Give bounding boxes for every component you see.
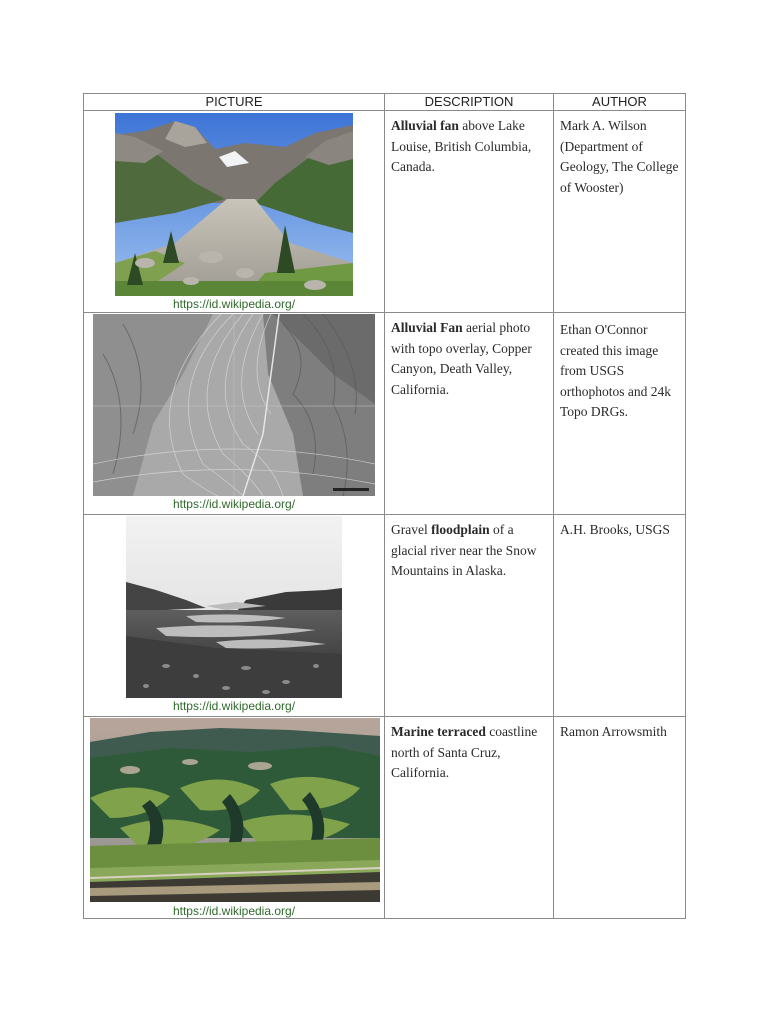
- description-bold: Alluvial fan: [391, 118, 459, 133]
- author-text: Ramon Arrowsmith: [560, 724, 667, 739]
- description-bold: floodplain: [431, 522, 490, 537]
- description-rest: coastline north of Santa Cruz, California.: [391, 724, 538, 780]
- gravel-floodplain-alaska-photo: [126, 516, 342, 698]
- description-text: [385, 515, 553, 582]
- description-lead: Gravel: [391, 522, 432, 537]
- picture-cell: [84, 717, 385, 919]
- source-link[interactable]: https://id.wikipedia.org/: [172, 297, 296, 311]
- header-description: DESCRIPTION: [385, 94, 554, 111]
- header-author: AUTHOR: [554, 94, 686, 111]
- marine-terrace-santa-cruz-photo: [90, 718, 380, 902]
- author-text: Ethan O'Connor created this image from USGS orthophotos and 24k Topo DRGs.: [560, 322, 671, 419]
- table-row: [84, 717, 686, 919]
- description-rest: above Lake Louise, British Columbia, Canada.: [391, 118, 532, 174]
- author-text: A.H. Brooks, USGS: [560, 522, 670, 537]
- author-cell: [554, 111, 686, 313]
- table-header-row: [84, 94, 686, 111]
- description-bold: Alluvial Fan: [391, 320, 463, 335]
- source-link[interactable]: https://id.wikipedia.org/: [172, 699, 296, 713]
- description-text: [385, 111, 553, 178]
- author-cell: [554, 313, 686, 515]
- author-cell: [554, 717, 686, 919]
- picture-cell: [84, 111, 385, 313]
- table-row: [84, 111, 686, 313]
- picture-cell: [84, 313, 385, 515]
- picture-cell: [84, 515, 385, 717]
- description-text: [385, 313, 553, 400]
- description-cell: [385, 111, 554, 313]
- description-bold: Marine terraced: [391, 724, 486, 739]
- description-rest: aerial photo with topo overlay, Copper Canyon, Death Valley, California.: [391, 320, 532, 397]
- description-rest: of a glacial river near the Snow Mountains in Alaska.: [391, 522, 537, 578]
- alluvial-fan-death-valley-aerial-photo: [93, 314, 375, 496]
- description-cell: [385, 313, 554, 515]
- table-row: [84, 515, 686, 717]
- alluvial-fan-lake-louise-photo: [115, 113, 353, 296]
- source-link[interactable]: https://id.wikipedia.org/: [172, 904, 296, 918]
- author-text: Mark A. Wilson (Department of Geology, The College of Wooster): [560, 118, 679, 195]
- description-cell: [385, 717, 554, 919]
- description-cell: [385, 515, 554, 717]
- author-cell: [554, 515, 686, 717]
- table-row: [84, 313, 686, 515]
- landform-table: [83, 93, 686, 919]
- source-link[interactable]: https://id.wikipedia.org/: [172, 497, 296, 511]
- header-picture: PICTURE: [84, 94, 385, 111]
- description-text: [385, 717, 553, 784]
